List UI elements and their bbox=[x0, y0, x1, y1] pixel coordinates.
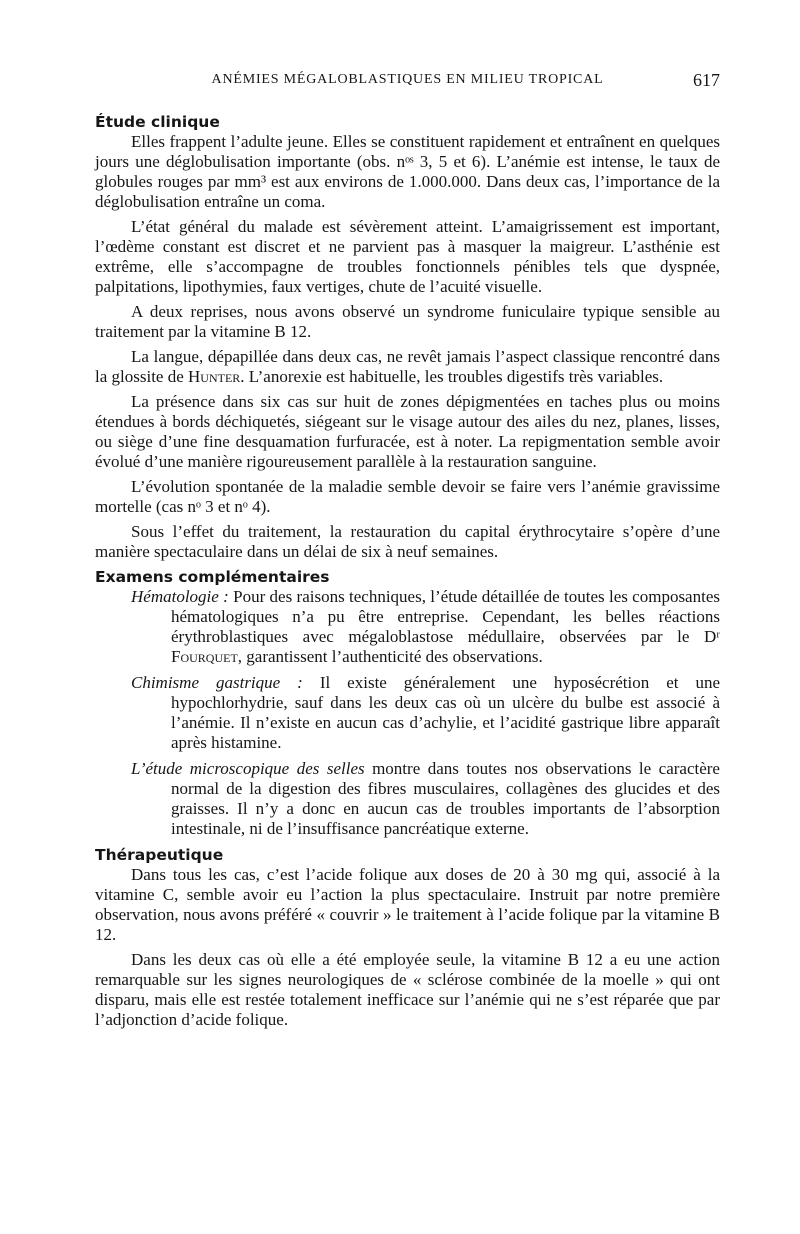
paragraph: A deux reprises, nous avons observé un syndrome funiculaire typique sensible au traitement par la vitamine B 12. bbox=[95, 302, 720, 341]
paragraph: L’évolution spontanée de la maladie semble devoir se faire vers l’anémie gravissime mortelle (cas nᵒ 3 et nᵒ 4). bbox=[95, 477, 720, 516]
paragraph-text: La langue, dépapillée dans deux cas, ne revêt jamais l’aspect classique rencontré dans la glossite de bbox=[95, 347, 720, 386]
paragraph: L’état général du malade est sévèrement atteint. L’amaigrissement est important, l’œdème constant est discret et ne parvient pas à masquer la maigreur. L’asthénie est extrême, elle s’accompagne de troubles fonctionnels pénibles tels que dyspnée, palpitations, lipothymies, faux vertiges, chute de l’acuité visuelle. bbox=[95, 217, 720, 296]
paragraph: Dans tous les cas, c’est l’acide folique aux doses de 20 à 30 mg qui, associé à la vitamine C, semble avoir eu l’action la plus spectaculaire. Instruit par notre première observation, nous avons préféré « couvrir » le traitement à l’acide folique par la vitamine B 12. bbox=[95, 865, 720, 944]
exam-label: L’étude microscopique des selles bbox=[131, 759, 365, 778]
paragraph: Dans les deux cas où elle a été employée seule, la vitamine B 12 a eu une action remarquable sur les signes neurologiques de « sclérose combinée de la moelle » qui ont disparu, mais elle est restée totalement inefficace sur l’anémie qui ne s’est réparée que par l’adjonction d’acide folique. bbox=[95, 950, 720, 1029]
paragraph: La présence dans six cas sur huit de zones dépigmentées en taches plus ou moins étendues à bords déchiquetés, siégeant sur le visage autour des ailes du nez, planes, lisses, ou siège d’une fine desquamation furfuracée, est à noter. La repigmentation semble avoir évolué d’une manière rigoureusement parallèle à la restauration sanguine. bbox=[95, 392, 720, 471]
paragraph-text: . L’anorexie est habituelle, les troubles digestifs très variables. bbox=[240, 367, 664, 386]
running-header: ANÉMIES MÉGALOBLASTIQUES EN MILIEU TROPICAL bbox=[211, 72, 604, 87]
paragraph: Elles frappent l’adulte jeune. Elles se constituent rapidement et entraînent en quelques jours une déglobulisation importante (obs. nᵒˢ 3, 5 et 6). L’anémie est intense, le taux de globules rouges par mm³ est aux environs de 1.000.000. Dans deux cas, l’importance de la déglobulisation entraîne un coma. bbox=[95, 132, 720, 211]
exam-text: montre dans toutes nos observations le caractère normal de la digestion des fibres musculaires, collagènes des glucides et des graisses. Il n’y a donc en aucun cas de troubles importants de l’absorption intestinale, ni de l’insuffisance pancréatique externe. bbox=[171, 759, 720, 838]
exam-text: , garantissent l’authenticité des observations. bbox=[237, 647, 543, 666]
author-name-hunter: Hunter bbox=[188, 367, 241, 386]
exam-text: Il existe généralement une hyposécrétion et une hypochlorhydrie, sauf dans les deux cas où un ulcère du bulbe est associé à l’anémie. Il n’existe en aucun cas d’achylie, et l’acidité gastrique libre apparaît après histamine. bbox=[171, 673, 720, 752]
exam-item-gastric bbox=[95, 673, 720, 753]
section-heading-clinical: Étude clinique bbox=[95, 113, 220, 131]
author-name-fourquet: Fourquet bbox=[171, 647, 238, 666]
section-heading-therapy: Thérapeutique bbox=[95, 846, 224, 864]
page-number: 617 bbox=[693, 70, 720, 90]
section-heading-exams: Examens complémentaires bbox=[95, 568, 330, 586]
exam-text: Pour des raisons techniques, l’étude détaillée de toutes les composantes hématologiques n’a pu être entreprise. Cependant, les belles réactions érythroblastiques avec mégaloblastose médullaire, observées par le Dʳ bbox=[171, 587, 720, 646]
paragraph bbox=[95, 347, 720, 387]
paragraph: Sous l’effet du traitement, la restauration du capital érythrocytaire s’opère d’une manière spectaculaire dans un délai de six à neuf semaines. bbox=[95, 522, 720, 561]
exam-label: Hématologie : bbox=[131, 587, 229, 606]
exam-label: Chimisme gastrique : bbox=[131, 673, 303, 692]
exam-item-hematology bbox=[95, 587, 720, 667]
article-body bbox=[95, 112, 720, 1035]
exam-item-stool bbox=[95, 759, 720, 839]
